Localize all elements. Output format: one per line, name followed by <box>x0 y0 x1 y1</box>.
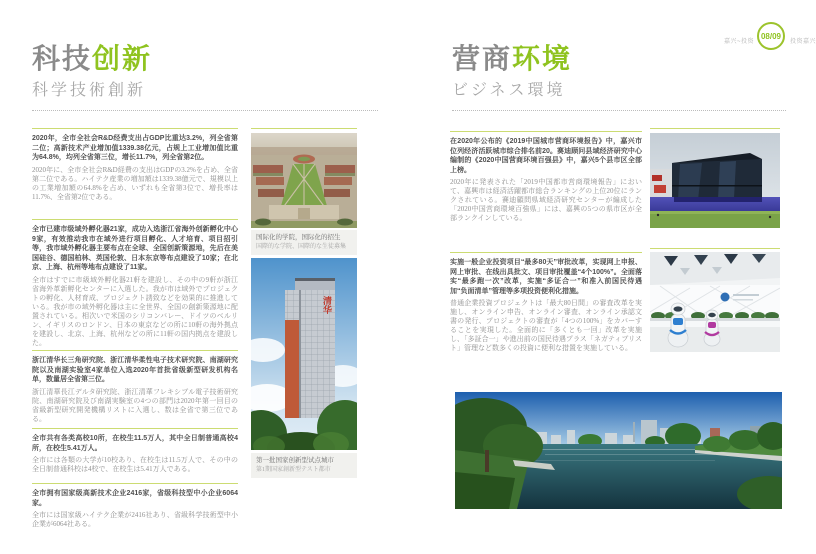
caption-jp: 国際的な学院、国際的な生徒募集 <box>256 243 347 250</box>
cube-photo-topline <box>650 128 780 129</box>
paragraph-cn: 全市拥有国家级高新技术企业2416家，省级科技型中小企业6064家。 <box>32 490 238 507</box>
caption-jp: 第1期国家創新型テスト都市 <box>256 466 331 473</box>
right-page-title <box>452 44 572 74</box>
paragraph-cn: 在2020年公布的《2019中国城市营商环境报告》中，嘉兴市位列经济活跃城市综合排名前20。赛迪顾问县域经济研究中心编制的《2020中国营商环境百强县》中，嘉兴5个县市区全部上榜。 <box>450 138 642 174</box>
tower-sign-text: 清华 <box>322 296 332 314</box>
paragraph-cn: 2020年，全市全社会R&D经费支出占GDP比重达3.2%，列全省第二位；高新技术产业增加值1339.38亿元，占规上工业增加值比重为64.8%，均列全省第三位，增长11.7%，列全省第2位。 <box>32 135 238 161</box>
paragraph-jp: 普通企業投資プロジェクトは「最大80日間」の審査改革を実施し、オンライン申告、オンライン審査、オンライン承認文書の発行、プロジェクトの審査が「4つの100%」をカバーすることを実現した。全面的に「多くとも一回」改革を実施し、「多証合一」や進出前の国民待遇プラス「ネガティブリスト」管理など数多くの投資に便利な措置を実施している。 <box>450 299 642 352</box>
paragraph-hightech-enterprises <box>32 483 238 529</box>
page-number-badge <box>757 22 785 50</box>
paragraph-cn: 全市共有各类高校10所，在校生11.5万人，其中全日制普通高校4所，在校生5.41万人。 <box>32 435 238 452</box>
page-number: 08/09 <box>760 31 782 41</box>
paragraph-incubators <box>32 219 238 348</box>
paragraph-cn: 浙江清华长三角研究院、浙江清华柔性电子技术研究院、南湖研究院以及南湖实验室4家单位入选2020年首批省级新型研发机构名单，数量居全省第三位。 <box>32 357 238 383</box>
interior-photo-topline <box>650 248 780 249</box>
left-page-title-block <box>32 44 152 100</box>
right-title-green: 环境 <box>512 43 573 74</box>
caption-cn: 第一批国家创新型试点城市 <box>256 457 334 464</box>
paragraph-research-institutes <box>32 350 238 424</box>
right-page-subtitle: ビジネス環境 <box>452 82 566 99</box>
paragraph-jp: 全市はすでに市級域外孵化器21軒を建設し、その中の9軒が浙江省海外革新孵化センターに入選した。我が市は域外でプロジェクトの孵化、人材育成、プロジェクト誘致などを効果的に推進している。我が市の域外孵化器は主に全世界、全国の創新策源地に配置されている。相次いで米国のシリコンバレー、ドイツのベルリン、イギリスのロンドン、日本の東京などの所に10軒の海外拠点を建設し、北京、上海、杭州などの所に11軒の国内拠点を建設した。 <box>32 275 238 347</box>
paragraph-cn: 全市已建市级域外孵化器21家，成功入选浙江省海外创新孵化中心9家，有效推动我市在域外进行项目孵化、人才培育、项目招引等，我市域外孵化器主要布点在全球、全国创新策源地，先后在美国硅谷、德国柏林、英国伦敦、日本东京等布点建设了10家；在北京、上海、杭州等地布点建设了11家。 <box>32 226 238 271</box>
service-hall-robots-photo <box>650 252 780 352</box>
paragraph-jp: 全市には国家級ハイテク企業が2416社あり、省級科学技術型中小企業が6064社ある。 <box>32 511 238 528</box>
cube-building-illustration <box>650 133 780 228</box>
tower-illustration <box>251 258 357 450</box>
left-dotted-divider <box>32 110 378 111</box>
campus-photo-topline <box>251 128 357 129</box>
paragraph-approval-reform <box>450 252 642 353</box>
robot-magenta <box>704 310 720 346</box>
service-hall-illustration <box>650 252 780 352</box>
left-title-green: 创新 <box>92 43 153 74</box>
tower-photo-caption <box>251 453 357 478</box>
right-dotted-divider <box>452 110 786 111</box>
paragraph-cn: 实施一般企业投资项目“最多80天”审批改革，实现网上申报、网上审批、在线出具批文、项目审批覆盖“4个100%”。全面落实“最多跑一次”改革，实施“多证合一”和准入前国民待遇加“负面清单”管理等多项投资便利化措施。 <box>450 259 642 295</box>
paragraph-business-ranking <box>450 131 642 223</box>
paragraph-jp: 2020年に発表された「2019中国都市営商環境報告」において、嘉興市は経済活躍都市総合ランキングの上位20位にランクされている。賽迪顧問県域経済研究センターが編成した「2020中国営商環境百強県」には、嘉興の5つの県市区が全部ランクインしている。 <box>450 178 642 222</box>
glass-cube-building-photo <box>650 133 780 228</box>
robot-blue <box>668 303 688 347</box>
campus-aerial-photo <box>251 133 357 228</box>
caption-cn: 国际化的学院，国际化的招生 <box>256 234 341 241</box>
paragraph-rd-spending <box>32 128 238 202</box>
campus-photo-caption <box>251 230 357 255</box>
left-page-subtitle: 科学技術創新 <box>32 82 147 99</box>
right-page-title-block <box>452 44 572 100</box>
right-title-gray: 营商 <box>452 43 513 74</box>
lake-panorama-illustration <box>455 392 782 509</box>
left-page-title <box>32 44 152 74</box>
header-right-label: 投资嘉兴 <box>790 39 816 45</box>
paragraph-universities <box>32 428 238 474</box>
tsinghua-tower-photo <box>251 258 357 450</box>
header-left-label: 嘉兴~投资 <box>723 39 754 45</box>
paragraph-jp: 浙江清華長江デルタ研究院、浙江清華フレキシブル電子技術研究院、南湖研究院及び南湖実験室の4つの部門は2020年第一回目の省級新型研究開発機構リストに入選し、数は全省で第三位である。 <box>32 387 238 423</box>
lake-park-panorama-photo <box>455 392 782 509</box>
campus-aerial-illustration <box>251 133 357 228</box>
left-title-gray: 科技 <box>32 43 93 74</box>
paragraph-jp: 全市には各類の大学が10校あり、在校生は11.5万人で、その中の全日制普通科校は4校で、在校生は5.41万人である。 <box>32 456 238 473</box>
paragraph-jp: 2020年に、全市全社会R&D経費の支出はGDPの3.2%を占め、全省第二位である。ハイテク産業の増加額は1339.38億元で、規模以上の工業増加額の64.8%を占め、いずれも全省第3位で、増長率は11.7%、全省第2位である。 <box>32 165 238 201</box>
